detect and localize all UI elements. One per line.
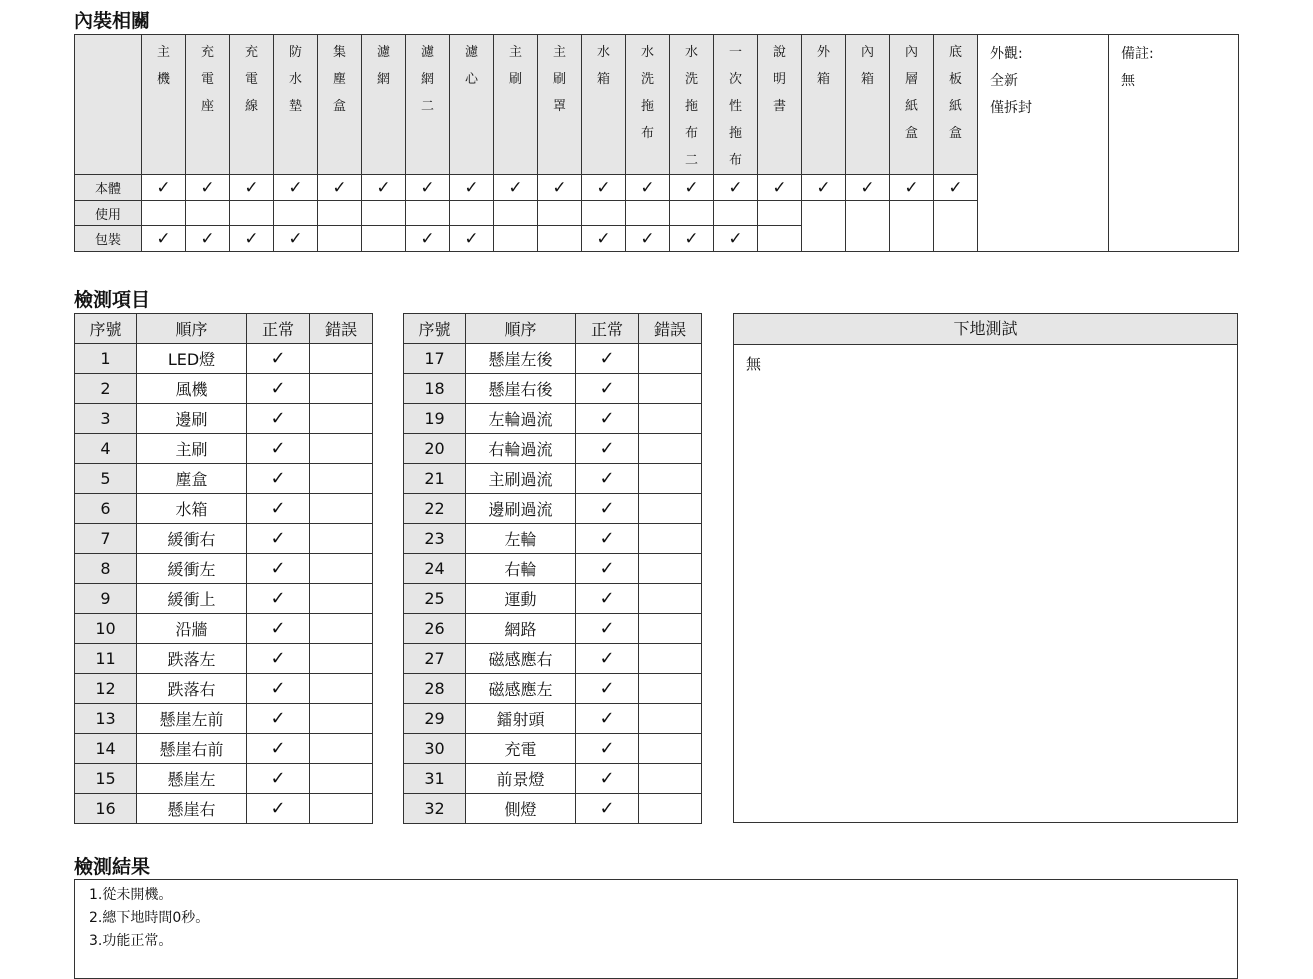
check-cell: ✓ bbox=[274, 175, 318, 201]
test-error bbox=[639, 704, 702, 734]
test-name: 網路 bbox=[466, 614, 576, 644]
test-normal: ✓ bbox=[247, 374, 310, 404]
item-header: 濾 心 bbox=[450, 35, 494, 175]
test-error bbox=[639, 464, 702, 494]
remarks-line: 無 bbox=[1121, 73, 1135, 89]
check-cell: ✓ bbox=[802, 175, 846, 201]
test-number: 7 bbox=[75, 524, 137, 554]
test-name: 充電 bbox=[466, 734, 576, 764]
test-error bbox=[310, 434, 373, 464]
row-label: 本體 bbox=[75, 175, 142, 201]
test-normal: ✓ bbox=[247, 464, 310, 494]
check-cell bbox=[670, 201, 714, 226]
test-normal: ✓ bbox=[576, 434, 639, 464]
test-name: 風機 bbox=[137, 374, 247, 404]
check-cell bbox=[626, 201, 670, 226]
item-header: 底 板 紙 盒 bbox=[934, 35, 978, 175]
test-number: 19 bbox=[404, 404, 466, 434]
test-normal: ✓ bbox=[247, 644, 310, 674]
test-name: 左輪 bbox=[466, 524, 576, 554]
remarks-title: 備註: bbox=[1121, 46, 1154, 62]
row-label: 使用 bbox=[75, 201, 142, 226]
test-name: 左輪過流 bbox=[466, 404, 576, 434]
test-normal: ✓ bbox=[247, 674, 310, 704]
test-error bbox=[310, 764, 373, 794]
item-header: 說 明 書 bbox=[758, 35, 802, 175]
section-title-tests: 檢測項目 bbox=[74, 289, 151, 311]
item-header: 內 箱 bbox=[846, 35, 890, 175]
check-cell: ✓ bbox=[934, 175, 978, 201]
table-row bbox=[404, 614, 702, 644]
check-cell bbox=[318, 201, 362, 226]
test-number: 4 bbox=[75, 434, 137, 464]
test-name: 懸崖右 bbox=[137, 794, 247, 824]
check-cell bbox=[494, 201, 538, 226]
check-cell: ✓ bbox=[670, 226, 714, 252]
table-row bbox=[75, 764, 373, 794]
test-number: 28 bbox=[404, 674, 466, 704]
test-error bbox=[310, 344, 373, 374]
check-cell bbox=[230, 201, 274, 226]
header-number: 序號 bbox=[75, 314, 137, 344]
check-cell: ✓ bbox=[362, 175, 406, 201]
test-name: 水箱 bbox=[137, 494, 247, 524]
test-name: 懸崖左 bbox=[137, 764, 247, 794]
test-name: LED燈 bbox=[137, 344, 247, 374]
check-cell: ✓ bbox=[714, 175, 758, 201]
item-header: 水 箱 bbox=[582, 35, 626, 175]
test-normal: ✓ bbox=[576, 794, 639, 824]
item-header: 主 刷 bbox=[494, 35, 538, 175]
check-cell bbox=[318, 226, 362, 252]
check-cell: ✓ bbox=[538, 175, 582, 201]
table-row bbox=[404, 794, 702, 824]
test-number: 2 bbox=[75, 374, 137, 404]
test-number: 31 bbox=[404, 764, 466, 794]
test-name: 邊刷 bbox=[137, 404, 247, 434]
test-error bbox=[310, 584, 373, 614]
table-row bbox=[75, 494, 373, 524]
test-name: 主刷過流 bbox=[466, 464, 576, 494]
test-name: 懸崖左後 bbox=[466, 344, 576, 374]
corner-cell bbox=[75, 35, 142, 175]
packaging-table bbox=[74, 34, 1239, 252]
check-cell bbox=[142, 201, 186, 226]
header-error: 錯誤 bbox=[639, 314, 702, 344]
test-number: 23 bbox=[404, 524, 466, 554]
check-cell: ✓ bbox=[582, 175, 626, 201]
header-item: 順序 bbox=[466, 314, 576, 344]
test-name: 緩衝上 bbox=[137, 584, 247, 614]
test-normal: ✓ bbox=[247, 524, 310, 554]
test-name: 跌落左 bbox=[137, 644, 247, 674]
test-error bbox=[639, 434, 702, 464]
test-normal: ✓ bbox=[576, 584, 639, 614]
check-cell: ✓ bbox=[230, 226, 274, 252]
test-name: 右輪 bbox=[466, 554, 576, 584]
test-normal: ✓ bbox=[576, 554, 639, 584]
check-cell: ✓ bbox=[890, 175, 934, 201]
appearance-title: 外觀: bbox=[990, 46, 1023, 62]
remarks-cell bbox=[1109, 35, 1239, 252]
test-number: 25 bbox=[404, 584, 466, 614]
table-row bbox=[404, 734, 702, 764]
check-cell: ✓ bbox=[670, 175, 714, 201]
test-number: 17 bbox=[404, 344, 466, 374]
check-cell: ✓ bbox=[714, 226, 758, 252]
check-cell bbox=[538, 201, 582, 226]
check-cell bbox=[538, 226, 582, 252]
test-normal: ✓ bbox=[247, 404, 310, 434]
check-cell: ✓ bbox=[230, 175, 274, 201]
test-name: 緩衝左 bbox=[137, 554, 247, 584]
test-normal: ✓ bbox=[576, 704, 639, 734]
test-number: 14 bbox=[75, 734, 137, 764]
blank-cell bbox=[890, 201, 934, 252]
test-error bbox=[310, 734, 373, 764]
test-error bbox=[310, 614, 373, 644]
test-number: 15 bbox=[75, 764, 137, 794]
item-header: 濾 網 二 bbox=[406, 35, 450, 175]
table-row bbox=[75, 434, 373, 464]
test-error bbox=[310, 674, 373, 704]
test-error bbox=[639, 524, 702, 554]
test-normal: ✓ bbox=[247, 794, 310, 824]
test-name: 主刷 bbox=[137, 434, 247, 464]
row-label: 包裝 bbox=[75, 226, 142, 252]
table-row bbox=[75, 674, 373, 704]
test-error bbox=[639, 674, 702, 704]
test-name: 塵盒 bbox=[137, 464, 247, 494]
table-row bbox=[404, 704, 702, 734]
test-error bbox=[310, 524, 373, 554]
check-cell: ✓ bbox=[186, 175, 230, 201]
table-row bbox=[404, 524, 702, 554]
check-cell bbox=[582, 201, 626, 226]
test-name: 運動 bbox=[466, 584, 576, 614]
test-name: 鐳射頭 bbox=[466, 704, 576, 734]
blank-cell bbox=[846, 201, 890, 252]
table-row bbox=[404, 404, 702, 434]
test-number: 11 bbox=[75, 644, 137, 674]
test-normal: ✓ bbox=[247, 704, 310, 734]
item-header: 濾 網 bbox=[362, 35, 406, 175]
test-normal: ✓ bbox=[247, 494, 310, 524]
blank-cell bbox=[934, 201, 978, 252]
test-error bbox=[310, 464, 373, 494]
section-title-results: 檢測結果 bbox=[74, 856, 151, 878]
table-row bbox=[404, 554, 702, 584]
test-normal: ✓ bbox=[576, 464, 639, 494]
check-cell: ✓ bbox=[758, 175, 802, 201]
test-normal: ✓ bbox=[576, 674, 639, 704]
table-row bbox=[404, 674, 702, 704]
table-row bbox=[75, 464, 373, 494]
check-cell bbox=[758, 201, 802, 226]
check-cell bbox=[758, 226, 802, 252]
test-number: 1 bbox=[75, 344, 137, 374]
test-error bbox=[310, 704, 373, 734]
table-row bbox=[75, 794, 373, 824]
item-header: 水 洗 拖 布 二 bbox=[670, 35, 714, 175]
test-error bbox=[310, 404, 373, 434]
check-cell bbox=[362, 226, 406, 252]
test-normal: ✓ bbox=[576, 734, 639, 764]
item-header: 集 塵 盒 bbox=[318, 35, 362, 175]
check-cell bbox=[406, 201, 450, 226]
test-normal: ✓ bbox=[247, 614, 310, 644]
table-row bbox=[75, 734, 373, 764]
item-header: 一 次 性 拖 布 bbox=[714, 35, 758, 175]
test-number: 3 bbox=[75, 404, 137, 434]
table-row bbox=[75, 554, 373, 584]
test-number: 21 bbox=[404, 464, 466, 494]
test-number: 13 bbox=[75, 704, 137, 734]
test-error bbox=[310, 494, 373, 524]
table-row bbox=[75, 404, 373, 434]
check-cell bbox=[274, 201, 318, 226]
check-cell: ✓ bbox=[450, 175, 494, 201]
test-error bbox=[639, 734, 702, 764]
test-name: 磁感應右 bbox=[466, 644, 576, 674]
test-normal: ✓ bbox=[247, 344, 310, 374]
test-error bbox=[639, 584, 702, 614]
check-cell: ✓ bbox=[582, 226, 626, 252]
test-error bbox=[310, 794, 373, 824]
appearance-line: 全新 bbox=[990, 73, 1018, 89]
test-name: 邊刷過流 bbox=[466, 494, 576, 524]
check-cell: ✓ bbox=[406, 175, 450, 201]
table-row bbox=[404, 764, 702, 794]
test-number: 5 bbox=[75, 464, 137, 494]
check-cell: ✓ bbox=[274, 226, 318, 252]
test-number: 32 bbox=[404, 794, 466, 824]
test-name: 緩衝右 bbox=[137, 524, 247, 554]
table-row bbox=[404, 464, 702, 494]
item-header: 內 層 紙 盒 bbox=[890, 35, 934, 175]
test-number: 6 bbox=[75, 494, 137, 524]
table-row bbox=[75, 344, 373, 374]
check-cell: ✓ bbox=[626, 226, 670, 252]
test-table-left bbox=[74, 313, 373, 824]
table-row bbox=[75, 614, 373, 644]
test-normal: ✓ bbox=[576, 374, 639, 404]
results-box bbox=[74, 879, 1238, 979]
test-error bbox=[639, 344, 702, 374]
test-name: 右輪過流 bbox=[466, 434, 576, 464]
test-normal: ✓ bbox=[576, 344, 639, 374]
table-row bbox=[404, 644, 702, 674]
appearance-cell bbox=[978, 35, 1109, 252]
test-number: 16 bbox=[75, 794, 137, 824]
check-cell bbox=[362, 201, 406, 226]
test-number: 30 bbox=[404, 734, 466, 764]
header-normal: 正常 bbox=[247, 314, 310, 344]
test-number: 26 bbox=[404, 614, 466, 644]
check-cell: ✓ bbox=[406, 226, 450, 252]
check-cell bbox=[494, 226, 538, 252]
test-table-right bbox=[403, 313, 702, 824]
header-normal: 正常 bbox=[576, 314, 639, 344]
test-number: 22 bbox=[404, 494, 466, 524]
result-line: 2.總下地時間0秒。 bbox=[89, 910, 210, 926]
test-number: 8 bbox=[75, 554, 137, 584]
test-error bbox=[639, 494, 702, 524]
test-number: 29 bbox=[404, 704, 466, 734]
check-cell bbox=[186, 201, 230, 226]
test-error bbox=[310, 374, 373, 404]
test-error bbox=[639, 374, 702, 404]
test-error bbox=[310, 644, 373, 674]
test-error bbox=[639, 404, 702, 434]
test-normal: ✓ bbox=[576, 614, 639, 644]
test-number: 20 bbox=[404, 434, 466, 464]
test-error bbox=[639, 554, 702, 584]
item-header: 外 箱 bbox=[802, 35, 846, 175]
test-number: 27 bbox=[404, 644, 466, 674]
check-cell: ✓ bbox=[626, 175, 670, 201]
item-header: 主 刷 罩 bbox=[538, 35, 582, 175]
table-row bbox=[404, 434, 702, 464]
test-normal: ✓ bbox=[576, 404, 639, 434]
test-normal: ✓ bbox=[576, 764, 639, 794]
header-number: 序號 bbox=[404, 314, 466, 344]
table-row bbox=[75, 584, 373, 614]
test-number: 12 bbox=[75, 674, 137, 704]
test-name: 懸崖右前 bbox=[137, 734, 247, 764]
table-row bbox=[75, 524, 373, 554]
table-row bbox=[75, 704, 373, 734]
test-normal: ✓ bbox=[576, 494, 639, 524]
check-cell: ✓ bbox=[450, 226, 494, 252]
header-error: 錯誤 bbox=[310, 314, 373, 344]
test-name: 跌落右 bbox=[137, 674, 247, 704]
table-row bbox=[75, 644, 373, 674]
test-number: 9 bbox=[75, 584, 137, 614]
test-name: 懸崖左前 bbox=[137, 704, 247, 734]
table-row bbox=[75, 374, 373, 404]
check-cell: ✓ bbox=[494, 175, 538, 201]
check-cell bbox=[714, 201, 758, 226]
test-error bbox=[639, 794, 702, 824]
section-title-packaging: 內裝相關 bbox=[74, 10, 151, 32]
test-normal: ✓ bbox=[576, 644, 639, 674]
check-cell: ✓ bbox=[142, 175, 186, 201]
table-row bbox=[404, 374, 702, 404]
test-error bbox=[639, 764, 702, 794]
test-normal: ✓ bbox=[247, 554, 310, 584]
floor-test-content: 無 bbox=[746, 355, 762, 373]
floor-test-title: 下地測試 bbox=[734, 314, 1237, 345]
test-name: 懸崖右後 bbox=[466, 374, 576, 404]
result-line: 3.功能正常。 bbox=[89, 933, 173, 949]
test-name: 沿牆 bbox=[137, 614, 247, 644]
check-cell: ✓ bbox=[846, 175, 890, 201]
check-cell: ✓ bbox=[142, 226, 186, 252]
test-error bbox=[310, 554, 373, 584]
blank-cell bbox=[802, 201, 846, 252]
test-error bbox=[639, 644, 702, 674]
item-header: 充 電 座 bbox=[186, 35, 230, 175]
test-number: 24 bbox=[404, 554, 466, 584]
table-row bbox=[404, 494, 702, 524]
result-line: 1.從未開機。 bbox=[89, 887, 173, 903]
test-normal: ✓ bbox=[247, 434, 310, 464]
table-row bbox=[404, 584, 702, 614]
header-item: 順序 bbox=[137, 314, 247, 344]
test-name: 前景燈 bbox=[466, 764, 576, 794]
item-header: 充 電 線 bbox=[230, 35, 274, 175]
test-number: 10 bbox=[75, 614, 137, 644]
floor-test-panel bbox=[733, 313, 1238, 823]
check-cell: ✓ bbox=[318, 175, 362, 201]
check-cell: ✓ bbox=[186, 226, 230, 252]
test-error bbox=[639, 614, 702, 644]
table-row bbox=[404, 344, 702, 374]
test-normal: ✓ bbox=[247, 764, 310, 794]
test-name: 磁感應左 bbox=[466, 674, 576, 704]
test-name: 側燈 bbox=[466, 794, 576, 824]
item-header: 防 水 墊 bbox=[274, 35, 318, 175]
check-cell bbox=[450, 201, 494, 226]
appearance-line: 僅拆封 bbox=[990, 100, 1032, 116]
test-normal: ✓ bbox=[247, 734, 310, 764]
item-header: 主 機 bbox=[142, 35, 186, 175]
test-normal: ✓ bbox=[576, 524, 639, 554]
item-header: 水 洗 拖 布 bbox=[626, 35, 670, 175]
test-number: 18 bbox=[404, 374, 466, 404]
test-normal: ✓ bbox=[247, 584, 310, 614]
